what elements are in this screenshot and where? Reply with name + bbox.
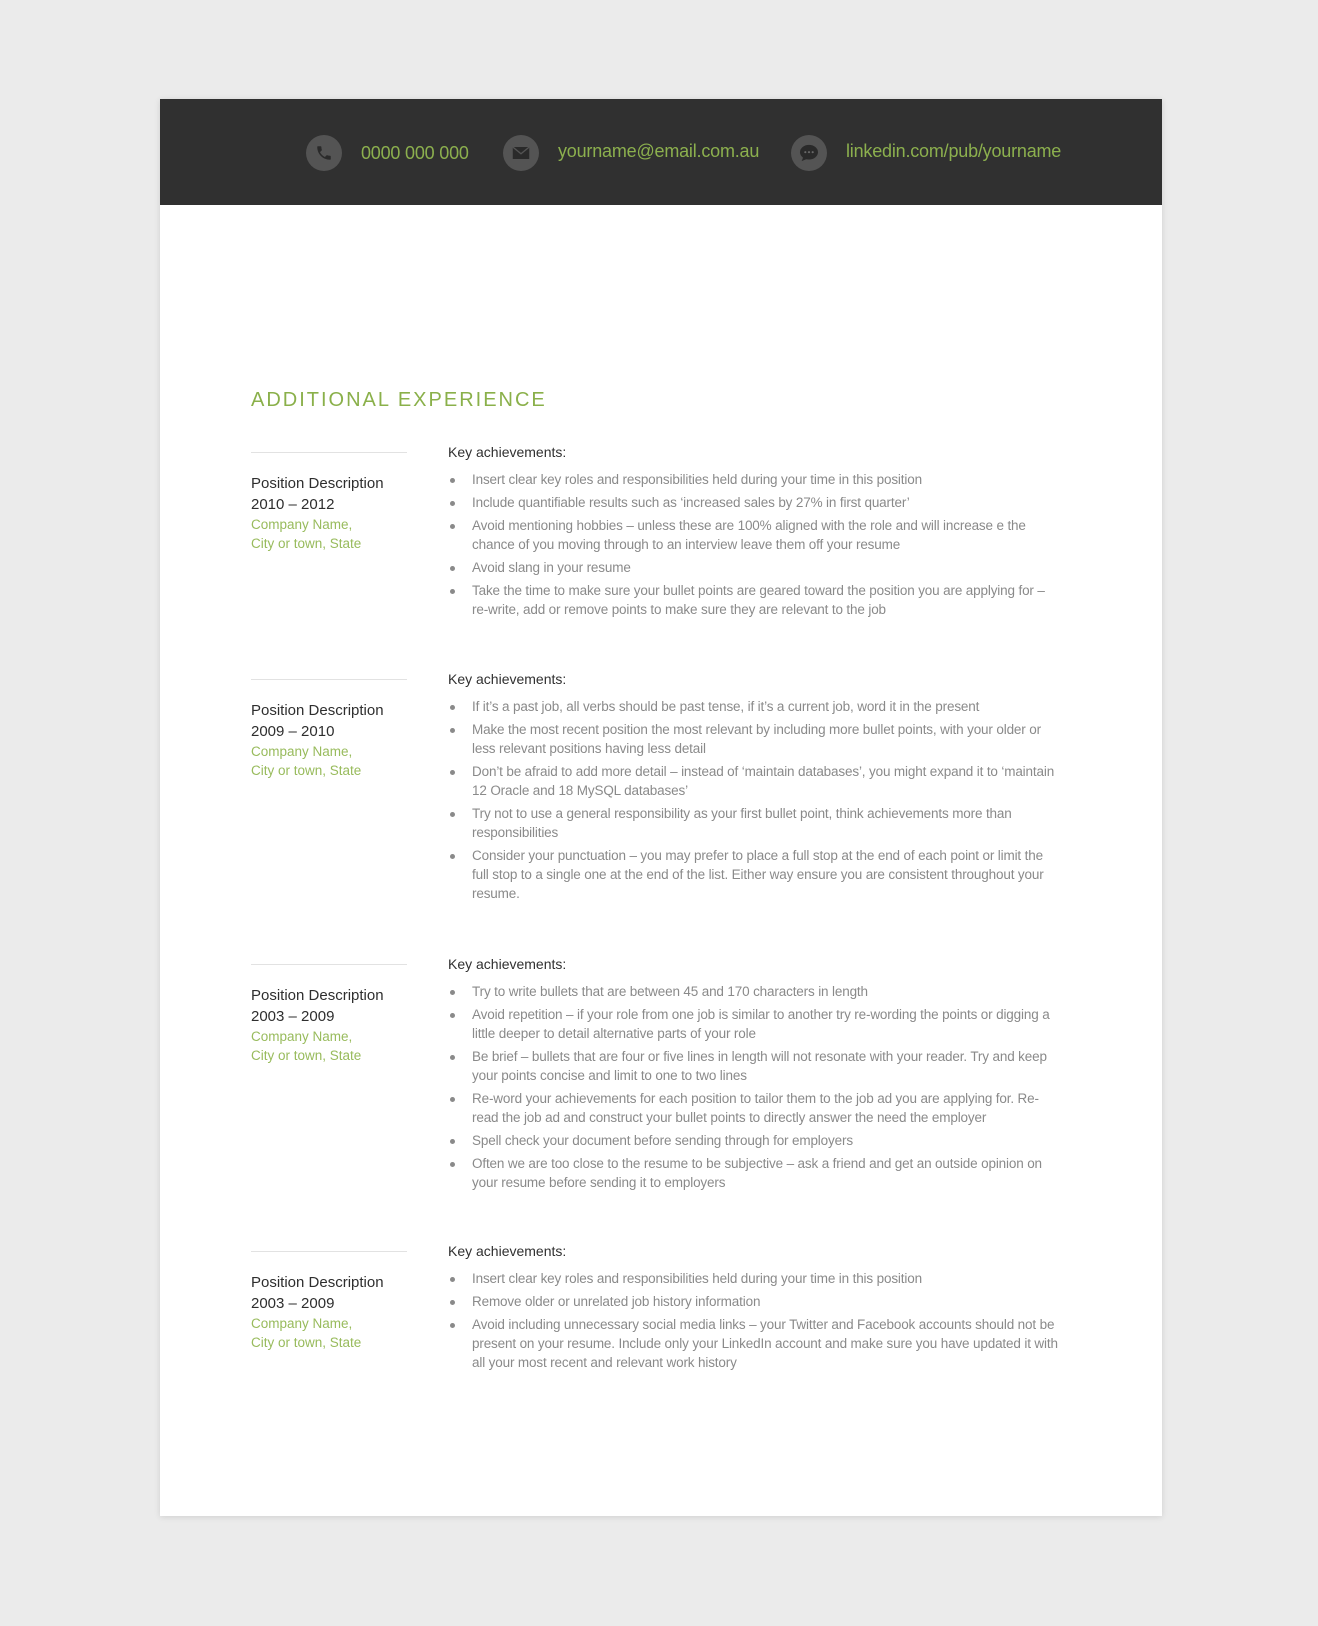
list-item: Try not to use a general responsibility as your first bullet point, think achievements more than responsibilities: [448, 804, 1060, 842]
contact-header: [160, 99, 1162, 205]
achievements-heading: Key achievements:: [448, 956, 567, 972]
list-item: Make the most recent position the most relevant by including more bullet points, with your older or less relevant positions having less detail: [448, 720, 1060, 758]
list-item: Avoid mentioning hobbies – unless these are 100% aligned with the role and will increase e the chance of you moving through to an interview leave them off your resume: [448, 516, 1060, 554]
achievements-list: [448, 697, 1060, 903]
company-name: Company Name,: [251, 517, 353, 532]
achievements-heading: Key achievements:: [448, 671, 567, 687]
company-name: Company Name,: [251, 1029, 353, 1044]
phone-number[interactable]: 0000 000 000: [361, 142, 469, 163]
position-dates: 2009 – 2010: [251, 723, 335, 740]
list-item: Include quantifiable results such as ‘increased sales by 27% in first quarter’: [448, 493, 1060, 512]
position-info: [251, 1272, 426, 1352]
section-title: ADDITIONAL EXPERIENCE: [251, 389, 547, 411]
list-item: Spell check your document before sending through for employers: [448, 1131, 1060, 1150]
phone-contact: [306, 135, 469, 171]
list-item: Re-word your achievements for each position to tailor them to the job ad you are applying for. Re-read the job ad and construct your bullet points to directly answer the need the employer: [448, 1089, 1060, 1127]
position-title: Position Description: [251, 702, 384, 719]
list-item: Take the time to make sure your bullet points are geared toward the position you are applying for – re-write, add or remove points to make sure they are relevant to the job: [448, 581, 1060, 619]
company-location: City or town, State: [251, 1048, 362, 1063]
list-item: Be brief – bullets that are four or five lines in length will not resonate with your reader. Try and keep your points concise and limit to one to two lines: [448, 1047, 1060, 1085]
position-info: [251, 985, 426, 1065]
company-location: City or town, State: [251, 1335, 362, 1350]
list-item: Try to write bullets that are between 45 and 170 characters in length: [448, 982, 1060, 1001]
phone-icon: [306, 135, 342, 171]
achievements: [448, 955, 1060, 1196]
list-item: Avoid slang in your resume: [448, 558, 1060, 577]
achievements: [448, 443, 1060, 623]
list-item: If it’s a past job, all verbs should be past tense, if it’s a current job, word it in the present: [448, 697, 1060, 716]
linkedin-url[interactable]: linkedin.com/pub/yourname: [846, 140, 1062, 161]
divider: [251, 964, 407, 965]
position-title: Position Description: [251, 475, 384, 492]
list-item: Don’t be afraid to add more detail – instead of ‘maintain databases’, you might expand it to ‘maintain 12 Oracle and 18 MySQL databases’: [448, 762, 1060, 800]
position-title: Position Description: [251, 1274, 384, 1291]
email-contact: [503, 135, 759, 171]
divider: [251, 1251, 407, 1252]
divider: [251, 679, 407, 680]
position-info: [251, 700, 426, 780]
resume-page: [160, 99, 1162, 1516]
achievements: [448, 670, 1060, 907]
company-location: City or town, State: [251, 763, 362, 778]
chat-bubble-icon: [791, 135, 827, 171]
linkedin-contact: [791, 135, 1061, 171]
company-location: City or town, State: [251, 536, 362, 551]
envelope-icon: [503, 135, 539, 171]
position-dates: 2010 – 2012: [251, 496, 335, 513]
achievements: [448, 1242, 1060, 1376]
list-item: Insert clear key roles and responsibilities held during your time in this position: [448, 1269, 1060, 1288]
company-name: Company Name,: [251, 1316, 353, 1331]
position-title: Position Description: [251, 987, 384, 1004]
list-item: Avoid including unnecessary social media links – your Twitter and Facebook accounts should not be present on your resume. Include only your LinkedIn account and make sure you have updated it with all your most recent and relevant work history: [448, 1315, 1060, 1372]
company-name: Company Name,: [251, 744, 353, 759]
list-item: Often we are too close to the resume to be subjective – ask a friend and get an outside opinion on your resume before sending it to employers: [448, 1154, 1060, 1192]
achievements-heading: Key achievements:: [448, 444, 567, 460]
list-item: Remove older or unrelated job history information: [448, 1292, 1060, 1311]
position-dates: 2003 – 2009: [251, 1008, 335, 1025]
position-info: [251, 473, 426, 553]
email-address[interactable]: yourname@email.com.au: [558, 140, 760, 161]
position-dates: 2003 – 2009: [251, 1295, 335, 1312]
divider: [251, 452, 407, 453]
list-item: Insert clear key roles and responsibilities held during your time in this position: [448, 470, 1060, 489]
list-item: Avoid repetition – if your role from one job is similar to another try re-wording the points or digging a little deeper to detail alternative parts of your role: [448, 1005, 1060, 1043]
achievements-list: [448, 1269, 1060, 1372]
achievements-heading: Key achievements:: [448, 1243, 567, 1259]
achievements-list: [448, 982, 1060, 1192]
list-item: Consider your punctuation – you may prefer to place a full stop at the end of each point or limit the full stop to a single one at the end of the list. Either way ensure you are consistent throughout your resume.: [448, 846, 1060, 903]
achievements-list: [448, 470, 1060, 619]
